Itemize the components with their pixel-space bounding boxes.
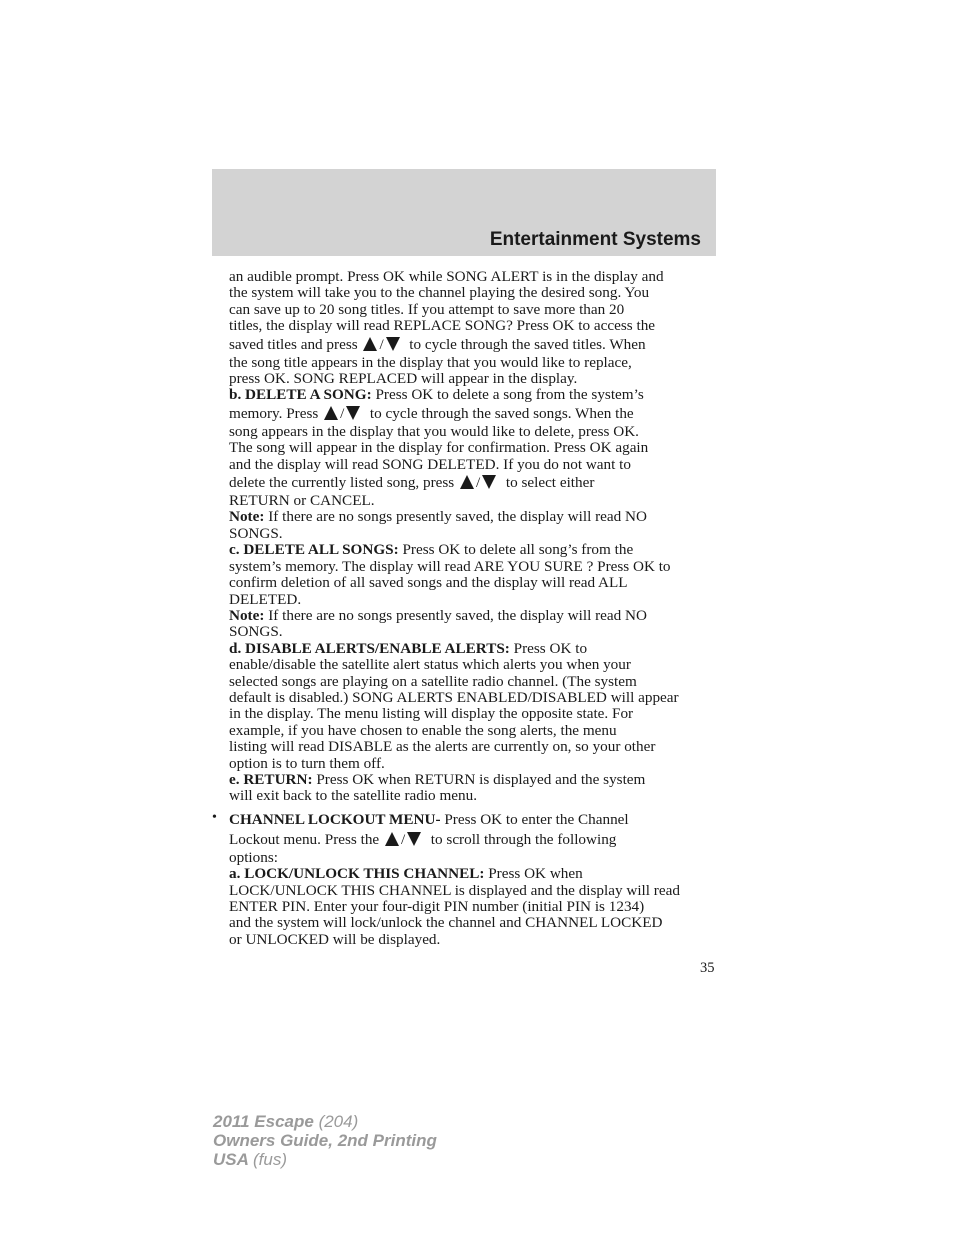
paragraph-lock-unlock bbox=[229, 866, 715, 948]
up-arrow-icon bbox=[459, 474, 475, 490]
paragraph-disable-alerts bbox=[229, 641, 715, 772]
bullet-dot: • bbox=[212, 809, 217, 825]
body-text bbox=[212, 268, 715, 948]
note-no-songs bbox=[229, 509, 715, 542]
item-label: e. RETURN: bbox=[229, 770, 313, 788]
section-header-band bbox=[212, 169, 716, 256]
text-line: SONGS. bbox=[229, 524, 283, 542]
text-line: options: bbox=[229, 848, 278, 866]
text-line: an audible prompt. Press OK while SONG ALERT is in the display and bbox=[229, 268, 664, 285]
text-line: b. DELETE A SONG: Press OK to delete a song from the system’s bbox=[229, 386, 644, 404]
page-number: 35 bbox=[700, 960, 715, 976]
bullet-item-channel-lockout bbox=[212, 809, 715, 866]
item-label: c. DELETE ALL SONGS: bbox=[229, 541, 399, 559]
text-line: RETURN or CANCEL. bbox=[229, 492, 375, 510]
text-line: in the display. The menu listing will display the opposite state. For bbox=[229, 705, 634, 723]
text-line: listing will read DISABLE as the alerts are currently on, so your other bbox=[229, 738, 656, 756]
paragraph-song-alert bbox=[229, 269, 715, 387]
item-label: d. DISABLE ALERTS/ENABLE ALERTS: bbox=[229, 639, 510, 657]
text-line: default is disabled.) SONG ALERTS ENABLED/DISABLED will appear bbox=[229, 688, 679, 706]
text-line: memory. Press / to cycle through the saved songs. When the bbox=[229, 404, 634, 422]
down-arrow-icon bbox=[406, 831, 422, 847]
text-line: SONGS. bbox=[229, 623, 283, 641]
text-line: Lockout menu. Press the / to scroll through the following bbox=[229, 830, 617, 848]
text-line: saved titles and press / to cycle through the saved titles. When bbox=[229, 335, 646, 353]
text-line: titles, the display will read REPLACE SONG? Press OK to access the bbox=[229, 317, 656, 335]
footer-line-market: USA (fus) bbox=[213, 1150, 287, 1169]
note-label: Note: bbox=[229, 606, 265, 624]
text-line: and the system will lock/unlock the channel and CHANNEL LOCKED bbox=[229, 914, 663, 932]
paragraph-delete-song bbox=[229, 387, 715, 509]
text-line: confirm deletion of all saved songs and the display will read ALL bbox=[229, 574, 628, 592]
note-no-songs bbox=[229, 608, 715, 641]
text-line: c. DELETE ALL SONGS: Press OK to delete all song’s from the bbox=[229, 541, 634, 559]
arrow-separator: / bbox=[476, 474, 481, 492]
text-line: delete the currently listed song, press / to select either bbox=[229, 474, 595, 492]
down-arrow-icon bbox=[345, 405, 361, 421]
text-line: enable/disable the satellite alert status which alerts you when your bbox=[229, 656, 631, 674]
text-line: will exit back to the satellite radio menu. bbox=[229, 787, 477, 805]
up-arrow-icon bbox=[384, 831, 400, 847]
text-line: selected songs are playing on a satellite radio channel. (The system bbox=[229, 672, 637, 690]
note-label: Note: bbox=[229, 508, 265, 526]
up-arrow-icon bbox=[323, 405, 339, 421]
item-label: CHANNEL LOCKOUT MENU- bbox=[229, 810, 441, 828]
arrow-separator: / bbox=[340, 404, 345, 422]
text-line: d. DISABLE ALERTS/ENABLE ALERTS: Press OK to bbox=[229, 639, 588, 657]
text-line: e. RETURN: Press OK when RETURN is displayed and the system bbox=[229, 770, 646, 788]
text-line: CHANNEL LOCKOUT MENU- Press OK to enter the Channel bbox=[229, 810, 629, 828]
document-footer bbox=[213, 1112, 437, 1169]
paragraph-return bbox=[229, 772, 715, 805]
item-label: b. DELETE A SONG: bbox=[229, 386, 372, 404]
footer-line-model: 2011 Escape (204) bbox=[213, 1112, 359, 1131]
text-line: example, if you have chosen to enable the song alerts, the menu bbox=[229, 721, 617, 739]
text-line: song appears in the display that you would like to delete, press OK. bbox=[229, 422, 639, 440]
text-line: system’s memory. The display will read ARE YOU SURE ? Press OK to bbox=[229, 557, 671, 575]
up-arrow-icon bbox=[362, 336, 378, 352]
text-line: press OK. SONG REPLACED will appear in the display. bbox=[229, 370, 578, 388]
footer-line-guide: Owners Guide, 2nd Printing bbox=[213, 1131, 437, 1150]
text-line: can save up to 20 song titles. If you attempt to save more than 20 bbox=[229, 300, 625, 318]
text-line: and the display will read SONG DELETED. If you do not want to bbox=[229, 455, 631, 473]
text-line: the system will take you to the channel playing the desired song. You bbox=[229, 284, 650, 302]
down-arrow-icon bbox=[385, 336, 401, 352]
text-line: a. LOCK/UNLOCK THIS CHANNEL: Press OK when bbox=[229, 865, 583, 883]
text-line: Note: If there are no songs presently saved, the display will read NO bbox=[229, 508, 647, 526]
paragraph-delete-all-songs bbox=[229, 542, 715, 608]
text-line: Note: If there are no songs presently saved, the display will read NO bbox=[229, 606, 647, 624]
item-label: a. LOCK/UNLOCK THIS CHANNEL: bbox=[229, 865, 485, 883]
arrow-separator: / bbox=[379, 335, 384, 353]
text-line: DELETED. bbox=[229, 590, 302, 608]
text-line: LOCK/UNLOCK THIS CHANNEL is displayed and the display will read bbox=[229, 881, 680, 899]
down-arrow-icon bbox=[481, 474, 497, 490]
section-title: Entertainment Systems bbox=[489, 229, 701, 250]
text-line: option is to turn them off. bbox=[229, 754, 385, 772]
text-line: The song will appear in the display for confirmation. Press OK again bbox=[229, 439, 649, 457]
text-line: the song title appears in the display that you would like to replace, bbox=[229, 353, 632, 371]
text-line: ENTER PIN. Enter your four-digit PIN number (initial PIN is 1234) bbox=[229, 898, 645, 915]
text-line: or UNLOCKED will be displayed. bbox=[229, 930, 441, 948]
arrow-separator: / bbox=[400, 830, 406, 848]
